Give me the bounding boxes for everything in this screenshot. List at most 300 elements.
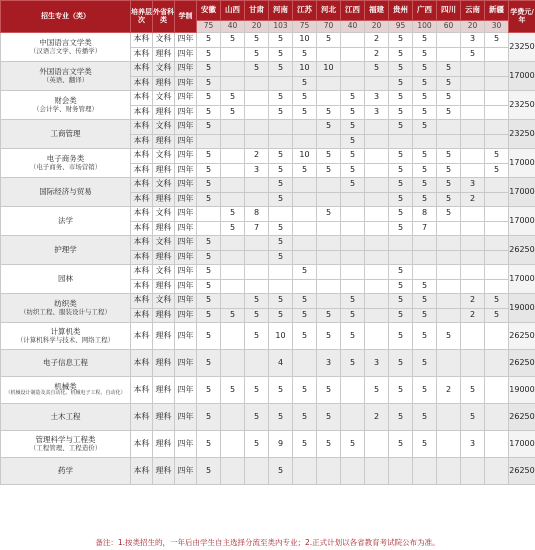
quota-cell [437, 404, 461, 431]
quota-cell [317, 221, 341, 236]
quota-cell: 5 [197, 120, 221, 135]
quota-cell: 5 [245, 294, 269, 309]
table-row [1, 33, 535, 48]
quota-cell [293, 178, 317, 193]
lang-cell: 文科 [153, 265, 175, 280]
quota-cell [365, 458, 389, 485]
quota-cell: 5 [389, 265, 413, 280]
lang-cell: 文科 [153, 207, 175, 222]
table-row [1, 178, 535, 193]
quota-cell [389, 236, 413, 251]
quota-cell: 5 [317, 323, 341, 350]
quota-cell [341, 458, 365, 485]
quota-cell [317, 236, 341, 251]
quota-cell [221, 294, 245, 309]
quota-cell [485, 250, 509, 265]
lang-cell: 理科 [153, 134, 175, 149]
quota-cell [317, 91, 341, 106]
major-name-cell [1, 207, 131, 236]
header-plan-count: 60 [437, 21, 461, 33]
quota-cell: 5 [197, 250, 221, 265]
quota-cell [341, 192, 365, 207]
quota-cell: 5 [269, 308, 293, 323]
level-cell: 本科 [131, 377, 153, 404]
quota-cell [221, 134, 245, 149]
quota-cell [485, 192, 509, 207]
quota-cell: 5 [413, 62, 437, 77]
quota-cell [437, 294, 461, 309]
length-cell: 四年 [175, 207, 197, 222]
lang-cell: 理科 [153, 192, 175, 207]
quota-cell [221, 192, 245, 207]
quota-cell [365, 120, 389, 135]
table-row [1, 91, 535, 106]
quota-cell: 5 [197, 431, 221, 458]
lang-cell: 理科 [153, 279, 175, 294]
length-cell: 四年 [175, 178, 197, 193]
quota-cell: 5 [341, 323, 365, 350]
quota-cell [437, 221, 461, 236]
lang-cell: 文科 [153, 62, 175, 77]
major-name-cell [1, 33, 131, 62]
quota-cell: 5 [389, 431, 413, 458]
quota-cell: 5 [245, 323, 269, 350]
quota-cell [485, 105, 509, 120]
quota-cell [413, 265, 437, 280]
quota-cell [293, 458, 317, 485]
level-cell: 本科 [131, 120, 153, 135]
quota-cell: 5 [269, 33, 293, 48]
quota-cell: 5 [293, 431, 317, 458]
level-cell: 本科 [131, 265, 153, 280]
quota-cell: 5 [437, 163, 461, 178]
quota-cell [221, 178, 245, 193]
level-cell: 本科 [131, 294, 153, 309]
quota-cell [293, 192, 317, 207]
quota-cell: 5 [317, 163, 341, 178]
quota-cell [461, 105, 485, 120]
quota-cell [485, 404, 509, 431]
level-cell: 本科 [131, 221, 153, 236]
major-subtitle: （纺织工程、服装设计与工程） [20, 307, 111, 316]
major-subtitle: （电子商务、市场营销） [29, 162, 102, 171]
quota-cell [365, 323, 389, 350]
lang-cell: 理科 [153, 377, 175, 404]
header-province: 江苏 [293, 1, 317, 21]
quota-cell: 5 [197, 192, 221, 207]
quota-cell: 5 [197, 279, 221, 294]
quota-cell: 5 [389, 76, 413, 91]
quota-cell [437, 350, 461, 377]
header-plan-count: 40 [221, 21, 245, 33]
quota-cell [485, 265, 509, 280]
quota-cell: 5 [413, 431, 437, 458]
major-name-cell [1, 236, 131, 265]
quota-cell [269, 279, 293, 294]
lang-cell: 理科 [153, 163, 175, 178]
quota-cell: 2 [245, 149, 269, 164]
lang-cell: 理科 [153, 308, 175, 323]
quota-cell: 2 [365, 47, 389, 62]
level-cell: 本科 [131, 33, 153, 48]
quota-cell [461, 250, 485, 265]
header-province: 新疆 [485, 1, 509, 21]
quota-cell: 5 [269, 458, 293, 485]
quota-cell [485, 458, 509, 485]
length-cell: 四年 [175, 250, 197, 265]
table-row [1, 236, 535, 251]
quota-cell [485, 134, 509, 149]
major-name-cell [1, 178, 131, 207]
quota-cell [221, 431, 245, 458]
quota-cell [485, 221, 509, 236]
quota-cell: 5 [437, 149, 461, 164]
quota-cell: 3 [365, 105, 389, 120]
length-cell: 四年 [175, 33, 197, 48]
lang-cell: 理科 [153, 76, 175, 91]
quota-cell [293, 207, 317, 222]
quota-cell: 5 [245, 404, 269, 431]
quota-cell: 4 [269, 350, 293, 377]
lang-cell: 文科 [153, 294, 175, 309]
quota-cell [341, 221, 365, 236]
quota-cell [221, 149, 245, 164]
quota-cell: 5 [365, 377, 389, 404]
quota-cell [461, 279, 485, 294]
quota-cell: 5 [437, 91, 461, 106]
quota-cell [485, 76, 509, 91]
major-subtitle: （英语、翻译） [42, 75, 89, 84]
quota-cell: 5 [437, 178, 461, 193]
quota-cell [437, 134, 461, 149]
major-name-cell [1, 431, 131, 458]
quota-cell: 2 [437, 377, 461, 404]
length-cell: 四年 [175, 279, 197, 294]
level-cell: 本科 [131, 404, 153, 431]
quota-cell [341, 265, 365, 280]
quota-cell [389, 458, 413, 485]
quota-cell [197, 134, 221, 149]
level-cell: 本科 [131, 163, 153, 178]
level-cell: 本科 [131, 134, 153, 149]
length-cell: 四年 [175, 134, 197, 149]
major-name-cell [1, 91, 131, 120]
quota-cell: 5 [389, 279, 413, 294]
quota-cell: 10 [317, 62, 341, 77]
header-province: 甘肃 [245, 1, 269, 21]
length-cell: 四年 [175, 192, 197, 207]
quota-cell: 5 [413, 76, 437, 91]
quota-cell [317, 265, 341, 280]
quota-cell [341, 76, 365, 91]
quota-cell: 5 [413, 294, 437, 309]
quota-cell: 5 [197, 47, 221, 62]
quota-cell: 5 [197, 33, 221, 48]
level-cell: 本科 [131, 308, 153, 323]
quota-cell: 5 [389, 47, 413, 62]
quota-cell [221, 265, 245, 280]
length-cell: 四年 [175, 47, 197, 62]
length-cell: 四年 [175, 377, 197, 404]
lang-cell: 文科 [153, 236, 175, 251]
major-subtitle: （计算机科学与技术、网络工程） [16, 335, 115, 344]
quota-cell: 5 [317, 431, 341, 458]
quota-cell [485, 377, 509, 404]
lang-cell: 理科 [153, 250, 175, 265]
quota-cell: 5 [389, 192, 413, 207]
quota-cell: 5 [389, 323, 413, 350]
quota-cell [221, 350, 245, 377]
quota-cell: 5 [197, 458, 221, 485]
quota-cell [365, 192, 389, 207]
quota-cell [341, 250, 365, 265]
quota-cell [365, 279, 389, 294]
header-plan-count: 20 [365, 21, 389, 33]
length-cell: 四年 [175, 62, 197, 77]
quota-cell: 5 [293, 76, 317, 91]
header-plan-count: 103 [269, 21, 293, 33]
level-cell: 本科 [131, 279, 153, 294]
quota-cell: 5 [197, 105, 221, 120]
quota-cell [413, 250, 437, 265]
quota-cell [317, 458, 341, 485]
length-cell: 四年 [175, 404, 197, 431]
quota-cell [461, 458, 485, 485]
header-plan-count: 20 [245, 21, 269, 33]
quota-cell: 5 [245, 47, 269, 62]
lang-cell: 文科 [153, 91, 175, 106]
quota-cell: 10 [293, 149, 317, 164]
quota-cell: 5 [437, 105, 461, 120]
major-name: 机械类 [54, 382, 77, 392]
quota-cell: 5 [341, 105, 365, 120]
quota-cell [245, 76, 269, 91]
quota-cell: 5 [245, 377, 269, 404]
lang-cell: 理科 [153, 350, 175, 377]
quota-cell: 5 [221, 221, 245, 236]
quota-cell: 3 [461, 178, 485, 193]
level-cell: 本科 [131, 178, 153, 193]
quota-cell: 2 [461, 294, 485, 309]
quota-cell [437, 236, 461, 251]
length-cell: 四年 [175, 431, 197, 458]
quota-cell: 5 [293, 323, 317, 350]
major-name-cell [1, 350, 131, 377]
quota-cell: 5 [485, 163, 509, 178]
quota-cell: 5 [413, 192, 437, 207]
quota-cell: 5 [269, 294, 293, 309]
quota-cell: 5 [293, 265, 317, 280]
quota-cell: 5 [197, 163, 221, 178]
quota-cell [245, 134, 269, 149]
quota-cell: 5 [365, 62, 389, 77]
quota-cell: 5 [485, 294, 509, 309]
quota-cell: 5 [341, 431, 365, 458]
quota-cell: 5 [341, 163, 365, 178]
quota-cell: 5 [197, 91, 221, 106]
fee-cell: 19000 [509, 377, 535, 404]
quota-cell: 5 [341, 350, 365, 377]
quota-cell [341, 236, 365, 251]
quota-cell: 5 [461, 377, 485, 404]
quota-cell: 5 [413, 377, 437, 404]
quota-cell: 5 [269, 404, 293, 431]
quota-cell: 5 [245, 62, 269, 77]
quota-cell [245, 279, 269, 294]
quota-cell: 5 [197, 62, 221, 77]
quota-cell [461, 350, 485, 377]
quota-cell: 5 [413, 33, 437, 48]
quota-cell [461, 76, 485, 91]
header-plan-count: 75 [197, 21, 221, 33]
quota-cell: 5 [341, 120, 365, 135]
quota-cell: 5 [413, 149, 437, 164]
quota-cell: 7 [245, 221, 269, 236]
quota-cell [269, 76, 293, 91]
quota-cell [341, 33, 365, 48]
quota-cell: 3 [461, 431, 485, 458]
length-cell: 四年 [175, 221, 197, 236]
length-cell: 四年 [175, 120, 197, 135]
lang-cell: 文科 [153, 149, 175, 164]
lang-cell: 理科 [153, 404, 175, 431]
major-subtitle: （工程管理、工程造价） [29, 443, 102, 452]
quota-cell [317, 134, 341, 149]
header-province: 云南 [461, 1, 485, 21]
major-name-cell [1, 62, 131, 91]
header-plan-count: 70 [317, 21, 341, 33]
quota-cell [365, 250, 389, 265]
quota-cell [485, 62, 509, 77]
quota-cell [365, 431, 389, 458]
fee-cell: 23250 [509, 120, 535, 149]
quota-cell: 5 [317, 105, 341, 120]
quota-cell: 5 [341, 294, 365, 309]
quota-cell [293, 120, 317, 135]
quota-cell: 5 [485, 33, 509, 48]
length-cell: 四年 [175, 91, 197, 106]
quota-cell [413, 458, 437, 485]
quota-cell: 5 [293, 377, 317, 404]
fee-cell: 23250 [509, 91, 535, 120]
quota-cell: 5 [389, 178, 413, 193]
quota-cell: 8 [413, 207, 437, 222]
major-name: 财会类 [54, 96, 77, 106]
quota-cell [437, 431, 461, 458]
quota-cell [221, 279, 245, 294]
quota-cell [389, 250, 413, 265]
level-cell: 本科 [131, 236, 153, 251]
quota-cell [293, 221, 317, 236]
quota-cell: 5 [293, 163, 317, 178]
quota-cell [485, 236, 509, 251]
quota-cell: 5 [269, 47, 293, 62]
quota-cell: 5 [269, 236, 293, 251]
length-cell: 四年 [175, 458, 197, 485]
quota-cell: 5 [317, 33, 341, 48]
quota-cell [485, 178, 509, 193]
quota-cell [365, 163, 389, 178]
quota-cell: 5 [437, 207, 461, 222]
header-province: 福建 [365, 1, 389, 21]
length-cell: 四年 [175, 308, 197, 323]
fee-cell: 19000 [509, 294, 535, 323]
level-cell: 本科 [131, 207, 153, 222]
quota-cell: 5 [437, 192, 461, 207]
major-subtitle: （汉语言文学、传播学） [29, 46, 102, 55]
lang-cell: 理科 [153, 221, 175, 236]
major-name-cell [1, 377, 131, 404]
major-name-cell [1, 294, 131, 323]
table-row [1, 294, 535, 309]
major-name: 计算机类 [50, 327, 81, 337]
quota-cell: 3 [245, 163, 269, 178]
quota-cell [365, 265, 389, 280]
quota-cell: 2 [365, 33, 389, 48]
quota-cell [437, 458, 461, 485]
major-name: 工商管理 [50, 128, 81, 138]
quota-cell: 5 [461, 47, 485, 62]
level-cell: 本科 [131, 431, 153, 458]
quota-cell: 5 [413, 308, 437, 323]
quota-cell [485, 323, 509, 350]
quota-cell: 5 [269, 91, 293, 106]
quota-cell [293, 250, 317, 265]
table-row [1, 207, 535, 222]
quota-cell: 5 [269, 192, 293, 207]
quota-cell: 5 [389, 404, 413, 431]
quota-cell [389, 134, 413, 149]
lang-cell: 文科 [153, 33, 175, 48]
quota-cell: 5 [389, 308, 413, 323]
quota-cell: 5 [437, 76, 461, 91]
header-plan-count: 75 [293, 21, 317, 33]
length-cell: 四年 [175, 350, 197, 377]
footnote: 备注：1.按类招生的，一年后由学生自主选择分流至类内专业；2.正式计划以各省教育考试院公布为准。 [95, 538, 440, 547]
quota-cell: 8 [245, 207, 269, 222]
level-cell: 本科 [131, 47, 153, 62]
quota-cell [461, 221, 485, 236]
quota-cell [245, 250, 269, 265]
quota-cell [437, 265, 461, 280]
major-name: 国际经济与贸易 [39, 186, 92, 196]
quota-cell: 5 [269, 149, 293, 164]
quota-cell [341, 377, 365, 404]
quota-cell [269, 134, 293, 149]
quota-cell [293, 279, 317, 294]
quota-cell: 5 [197, 323, 221, 350]
header-fee: 学费元/年 [509, 1, 535, 33]
quota-cell [221, 163, 245, 178]
quota-cell: 5 [197, 404, 221, 431]
quota-cell [365, 134, 389, 149]
major-name: 法学 [58, 215, 73, 225]
quota-cell: 5 [413, 105, 437, 120]
quota-cell: 5 [197, 308, 221, 323]
quota-cell: 5 [197, 149, 221, 164]
table-row [1, 120, 535, 135]
fee-cell: 26250 [509, 323, 535, 350]
quota-cell [485, 350, 509, 377]
quota-cell [197, 221, 221, 236]
fee-cell: 26250 [509, 404, 535, 431]
quota-cell: 10 [293, 62, 317, 77]
quota-cell: 5 [197, 76, 221, 91]
quota-cell: 5 [269, 163, 293, 178]
quota-cell: 5 [293, 404, 317, 431]
quota-cell: 5 [197, 236, 221, 251]
quota-cell: 5 [389, 163, 413, 178]
